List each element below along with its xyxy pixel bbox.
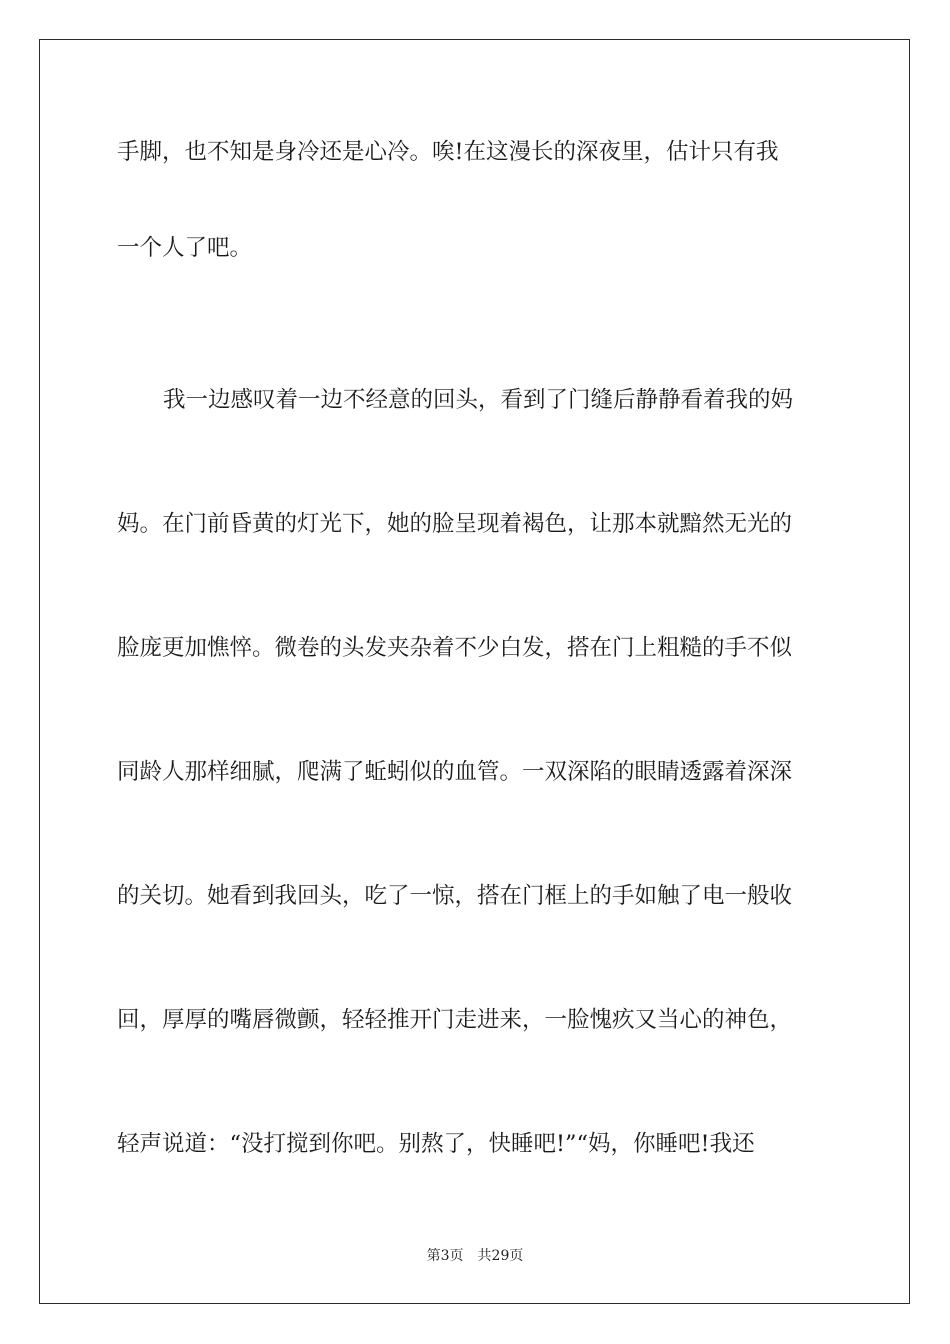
page-border (39, 39, 910, 1304)
text-line-6: 同龄人那样细腻，爬满了蚯蚓似的血管。一双深陷的眼睛透露着深深 (117, 759, 793, 785)
text-line-9: 轻声说道：“没打搅到你吧。别熬了，快睡吧!”“妈，你睡吧!我还 (117, 1131, 755, 1157)
page-number: 第3页 (426, 1248, 464, 1264)
text-line-4: 妈。在门前昏黄的灯光下，她的脸呈现着褐色，让那本就黯然无光的 (117, 511, 793, 537)
page-footer (0, 1246, 950, 1266)
text-line-7: 的关切。她看到我回头，吃了一惊，搭在门框上的手如触了电一般收 (117, 883, 793, 909)
text-line-2: 一个人了吧。 (117, 235, 253, 261)
page-total: 共29页 (477, 1248, 524, 1264)
text-line-8: 回，厚厚的嘴唇微颤，轻轻推开门走进来，一脸愧疚又当心的神色， (117, 1007, 793, 1033)
text-line-3: 我一边感叹着一边不经意的回头，看到了门缝后静静看着我的妈 (163, 387, 794, 413)
text-line-1: 手脚，也不知是身冷还是心冷。唉!在这漫长的深夜里，估计只有我 (117, 139, 779, 165)
text-line-5: 脸庞更加憔悴。微卷的头发夹杂着不少白发，搭在门上粗糙的手不似 (117, 635, 793, 661)
